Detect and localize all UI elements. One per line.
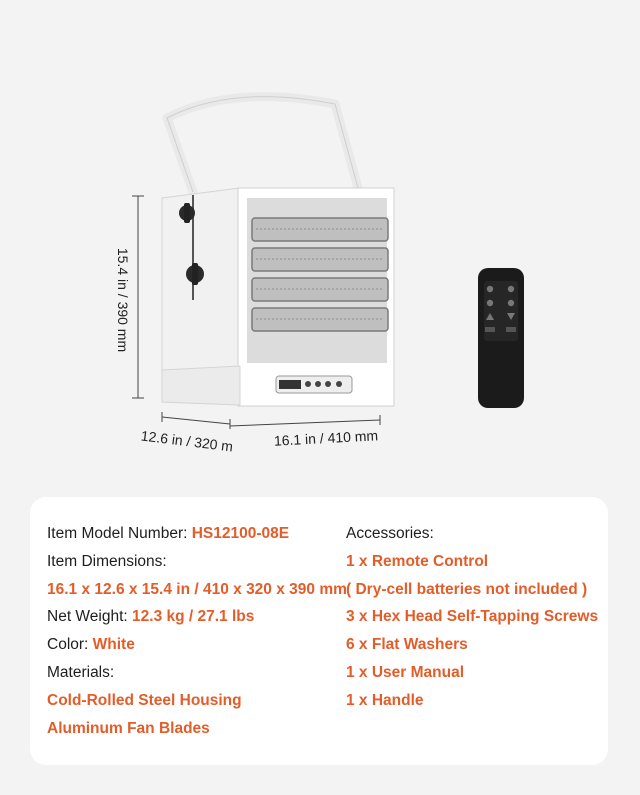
accessories-label: Accessories: — [346, 525, 434, 542]
specifications-card — [30, 497, 608, 765]
accessories-heading-row — [346, 523, 598, 551]
model-number-label: Item Model Number: — [47, 525, 192, 542]
accessory-item: 1 x Handle — [346, 691, 424, 709]
heater-handle — [167, 97, 358, 192]
net-weight-label: Net Weight: — [47, 608, 133, 626]
material-item: Cold-Rolled Steel Housing — [47, 691, 242, 709]
width-dimension-label: 16.1 in / 410 mm — [273, 427, 379, 449]
net-weight-value: 12.3 kg / 27.1 lbs — [132, 608, 255, 626]
accessory-item: 6 x Flat Washers — [346, 636, 468, 654]
item-dimensions-label: Item Dimensions: — [47, 552, 167, 570]
accessory-item: 3 x Hex Head Self-Tapping Screws — [346, 608, 599, 626]
accessory-item: 1 x User Manual — [346, 663, 465, 681]
screen-display-icon — [485, 327, 495, 332]
model-number-value: HS12100-08E — [191, 525, 290, 542]
accessories-column — [346, 523, 598, 718]
material-item: Aluminum Fan Blades — [47, 719, 210, 737]
color-value: White — [92, 636, 135, 654]
item-dimensions-value: 16.1 x 12.6 x 15.4 in / 410 x 320 x 390 mm — [47, 580, 347, 598]
color-row — [47, 634, 347, 662]
remote-control — [478, 268, 524, 408]
materials-label: Materials: — [47, 663, 115, 681]
color-label: Color: — [47, 636, 93, 654]
accessory-item: 1 x Remote Control — [346, 552, 489, 570]
mode-icon — [508, 286, 514, 292]
net-weight-row — [47, 606, 347, 634]
materials-row — [47, 662, 347, 690]
depth-dimension-label: 12.6 in / 320 m — [140, 427, 234, 455]
model-number-row — [47, 523, 347, 551]
item-dimensions-row — [47, 551, 347, 579]
specifications-column — [47, 523, 347, 745]
item-dimensions-value-row — [47, 579, 347, 607]
power-icon — [487, 286, 493, 292]
accessory-item: ( Dry-cell batteries not included ) — [346, 580, 588, 598]
height-dimension-label: 15.4 in / 390 mm — [115, 247, 131, 353]
timer-icon — [487, 300, 493, 306]
